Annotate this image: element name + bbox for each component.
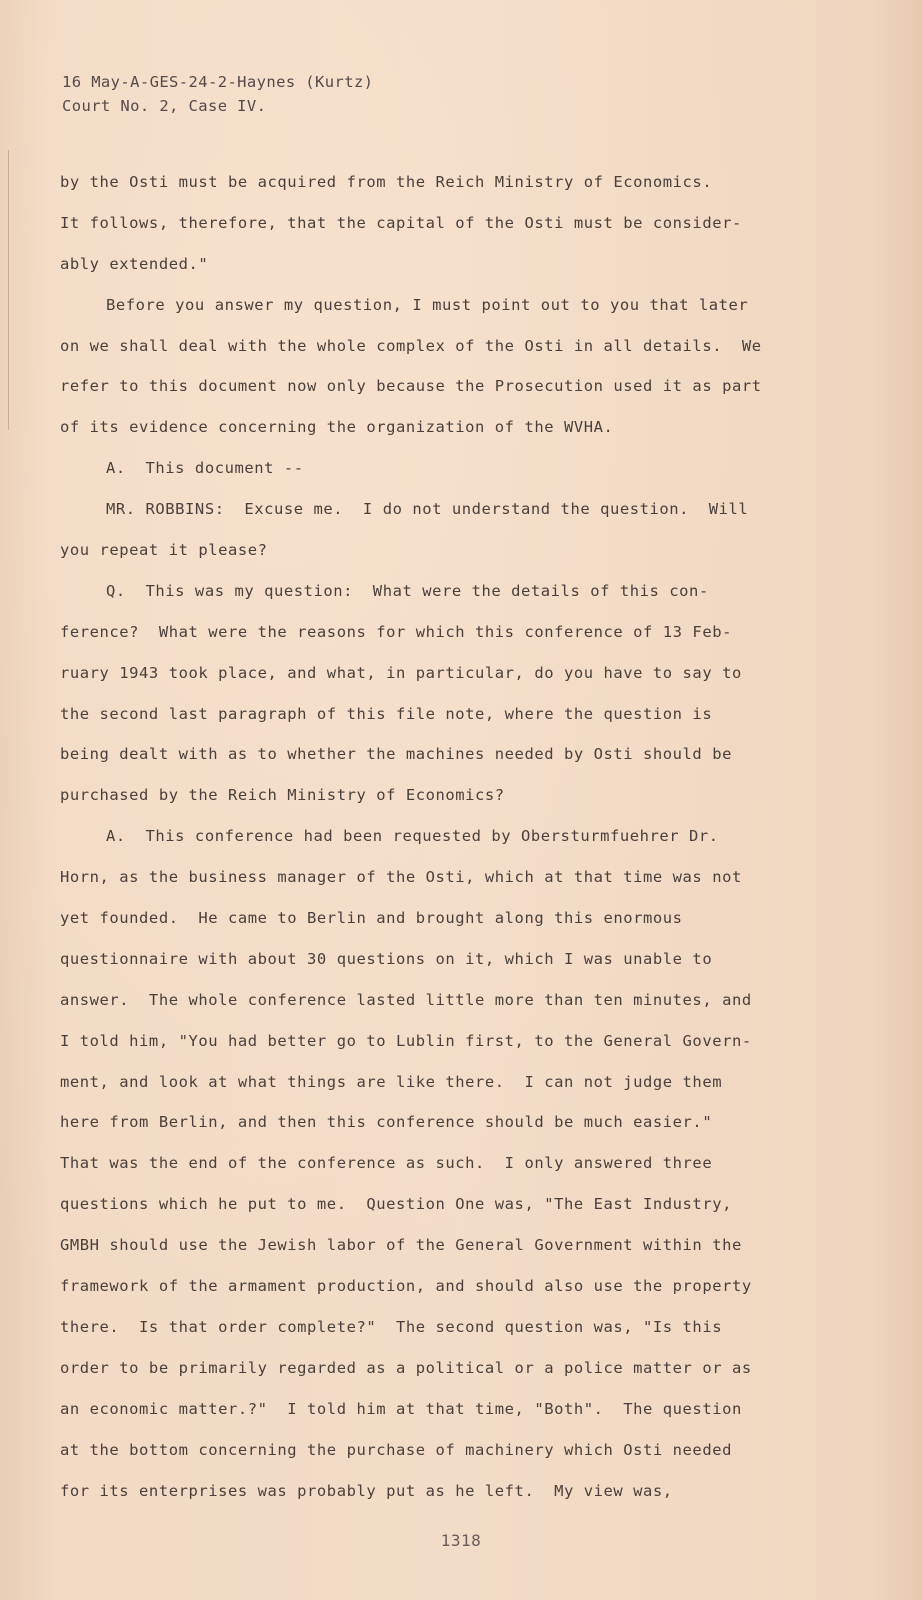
transcript-line: there. Is that order complete?" The second question was, "Is this [60,1317,723,1336]
transcript-line: MR. ROBBINS: Excuse me. I do not understand the question. Will [106,500,749,519]
transcript-line: you repeat it please? [60,541,268,560]
transcript-line: of its evidence concerning the organization of the WVHA. [60,418,614,437]
transcript-line: A. This conference had been requested by Obersturmfuehrer Dr. [106,827,719,846]
transcript-line: being dealt with as to whether the machines needed by Osti should be [60,745,732,764]
transcript-line: ment, and look at what things are like there. I can not judge them [60,1072,723,1091]
transcript-line: order to be primarily regarded as a political or a police matter or as [60,1358,752,1377]
transcript-line: That was the end of the conference as such. I only answered three [60,1154,713,1173]
transcript-line: A. This document -- [106,459,304,478]
page-edge-mark [8,150,9,430]
transcript-line: I told him, "You had better go to Lublin first, to the General Govern- [60,1031,752,1050]
transcript-line: purchased by the Reich Ministry of Economics? [60,786,505,805]
transcript-line: ruary 1943 took place, and what, in particular, do you have to say to [60,663,742,682]
transcript-line: refer to this document now only because the Prosecution used it as part [60,377,762,396]
transcript-line: GMBH should use the Jewish labor of the General Government within the [60,1236,742,1255]
document-header [62,70,373,118]
transcript-line: answer. The whole conference lasted little more than ten minutes, and [60,990,752,1009]
transcript-line: here from Berlin, and then this conference should be much easier." [60,1113,713,1132]
transcript-line: ference? What were the reasons for which this conference of 13 Feb- [60,622,732,641]
transcript-line: ably extended." [60,254,209,273]
transcript-line: It follows, therefore, that the capital of the Osti must be consider- [60,213,742,232]
transcript-line: questions which he put to me. Question One was, "The East Industry, [60,1195,732,1214]
transcript-line: yet founded. He came to Berlin and brought along this enormous [60,909,683,928]
header-case-reference: 16 May-A-GES-24-2-Haynes (Kurtz) [62,73,374,91]
transcript-line: Horn, as the business manager of the Osti, which at that time was not [60,868,742,887]
transcript-line: the second last paragraph of this file note, where the question is [60,704,713,723]
transcript-line: at the bottom concerning the purchase of machinery which Osti needed [60,1440,732,1459]
transcript-line: Q. This was my question: What were the details of this con- [106,581,709,600]
transcript-line: questionnaire with about 30 questions on it, which I was unable to [60,949,713,968]
transcript-line: an economic matter.?" I told him at that time, "Both". The question [60,1399,742,1418]
transcript-line: for its enterprises was probably put as he left. My view was, [60,1481,673,1500]
transcript-line: on we shall deal with the whole complex of the Osti in all details. We [60,336,762,355]
page-number: 1318 [440,1531,482,1550]
transcript-line: framework of the armament production, and should also use the property [60,1277,752,1296]
transcript-line: Before you answer my question, I must point out to you that later [106,295,749,314]
transcript-line: by the Osti must be acquired from the Reich Ministry of Economics. [60,173,713,191]
header-court-case: Court No. 2, Case IV. [62,97,267,115]
transcript-body [60,171,860,1520]
